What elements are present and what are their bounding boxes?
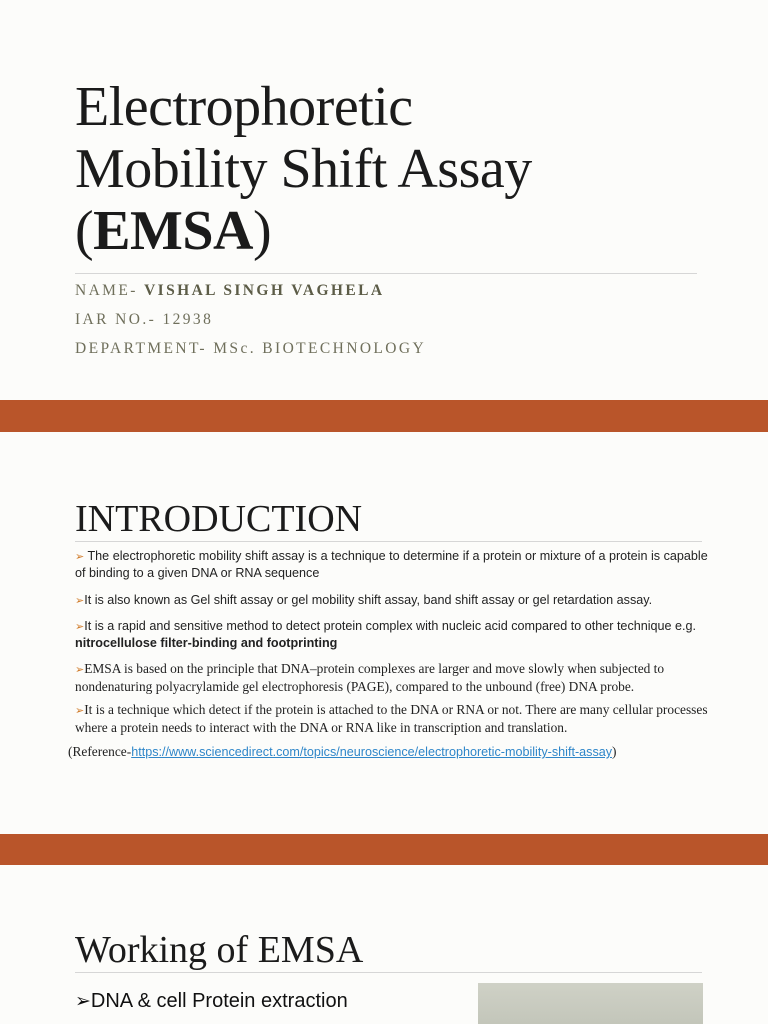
bullet-arrow-icon: ➢ (75, 991, 91, 1012)
bullet-item (70, 549, 710, 581)
title-divider (75, 273, 697, 274)
bullet-arrow-icon: ➢ (75, 705, 85, 717)
gel-photo-image (478, 983, 703, 1024)
slide-separator-bar (0, 834, 768, 865)
bullet-text: The electrophoretic mobility shift assay is a technique to determine if a protein or mixture of a protein is capable of binding to a given DNA or RNA sequence (75, 549, 708, 580)
bullet-item (70, 661, 710, 694)
bullet-bold-text: nitrocellulose filter-binding and footprinting (75, 635, 338, 650)
slide-separator-bar (0, 400, 768, 432)
heading-divider (75, 541, 702, 542)
department: DEPARTMENT- MSc. BIOTECHNOLOGY (75, 340, 427, 357)
working-heading: Working of EMSA (75, 929, 364, 971)
author-name-label: NAME- (75, 282, 145, 299)
title-paren-close: ) (252, 200, 272, 262)
bullet-item (70, 619, 710, 651)
title-line-1: Electrophoretic (75, 76, 413, 138)
bullet-text: DNA & cell Protein extraction (90, 990, 348, 1012)
slide-title (75, 76, 532, 262)
author-name-value: VISHAL SINGH VAGHELA (144, 282, 385, 299)
author-name (75, 282, 384, 300)
title-line-2: Mobility Shift Assay (75, 138, 532, 200)
title-paren-open: ( (75, 200, 94, 262)
bullet-item (70, 702, 710, 735)
reference-link[interactable]: https://www.sciencedirect.com/topics/neuroscience/electrophoretic-mobility-shift-assay (131, 745, 613, 759)
iar-number: IAR NO.- 12938 (75, 311, 214, 328)
bullet-text: It is a rapid and sensitive method to detect protein complex with nucleic acid compared to other technique e.g. (84, 619, 697, 633)
bullet-arrow-icon: ➢ (75, 551, 85, 563)
bullet-text: It is a technique which detect if the protein is attached to the DNA or RNA or not. There are many cellular processes where a protein needs to interact with the DNA or RNA like in transcription and translation. (75, 702, 708, 735)
title-acronym: EMSA (93, 200, 253, 262)
bullet-arrow-icon: ➢ (75, 664, 85, 676)
bullet-arrow-icon: ➢ (75, 595, 85, 607)
bullet-text: It is also known as Gel shift assay or gel mobility shift assay, band shift assay or gel retardation assay. (84, 593, 653, 607)
heading-divider (75, 972, 702, 973)
reference-close: ) (612, 744, 617, 759)
reference-open: (Reference- (68, 744, 132, 759)
bullet-item (70, 593, 652, 610)
bullet-arrow-icon: ➢ (75, 621, 85, 633)
bullet-text: EMSA is based on the principle that DNA–protein complexes are larger and move slowly when subjected to nondenaturing polyacrylamide gel electrophoresis (PAGE), compared to the unbound (free) DNA probe. (75, 661, 665, 694)
working-bullet (75, 990, 348, 1013)
reference (68, 744, 617, 760)
introduction-heading: INTRODUCTION (75, 498, 363, 540)
